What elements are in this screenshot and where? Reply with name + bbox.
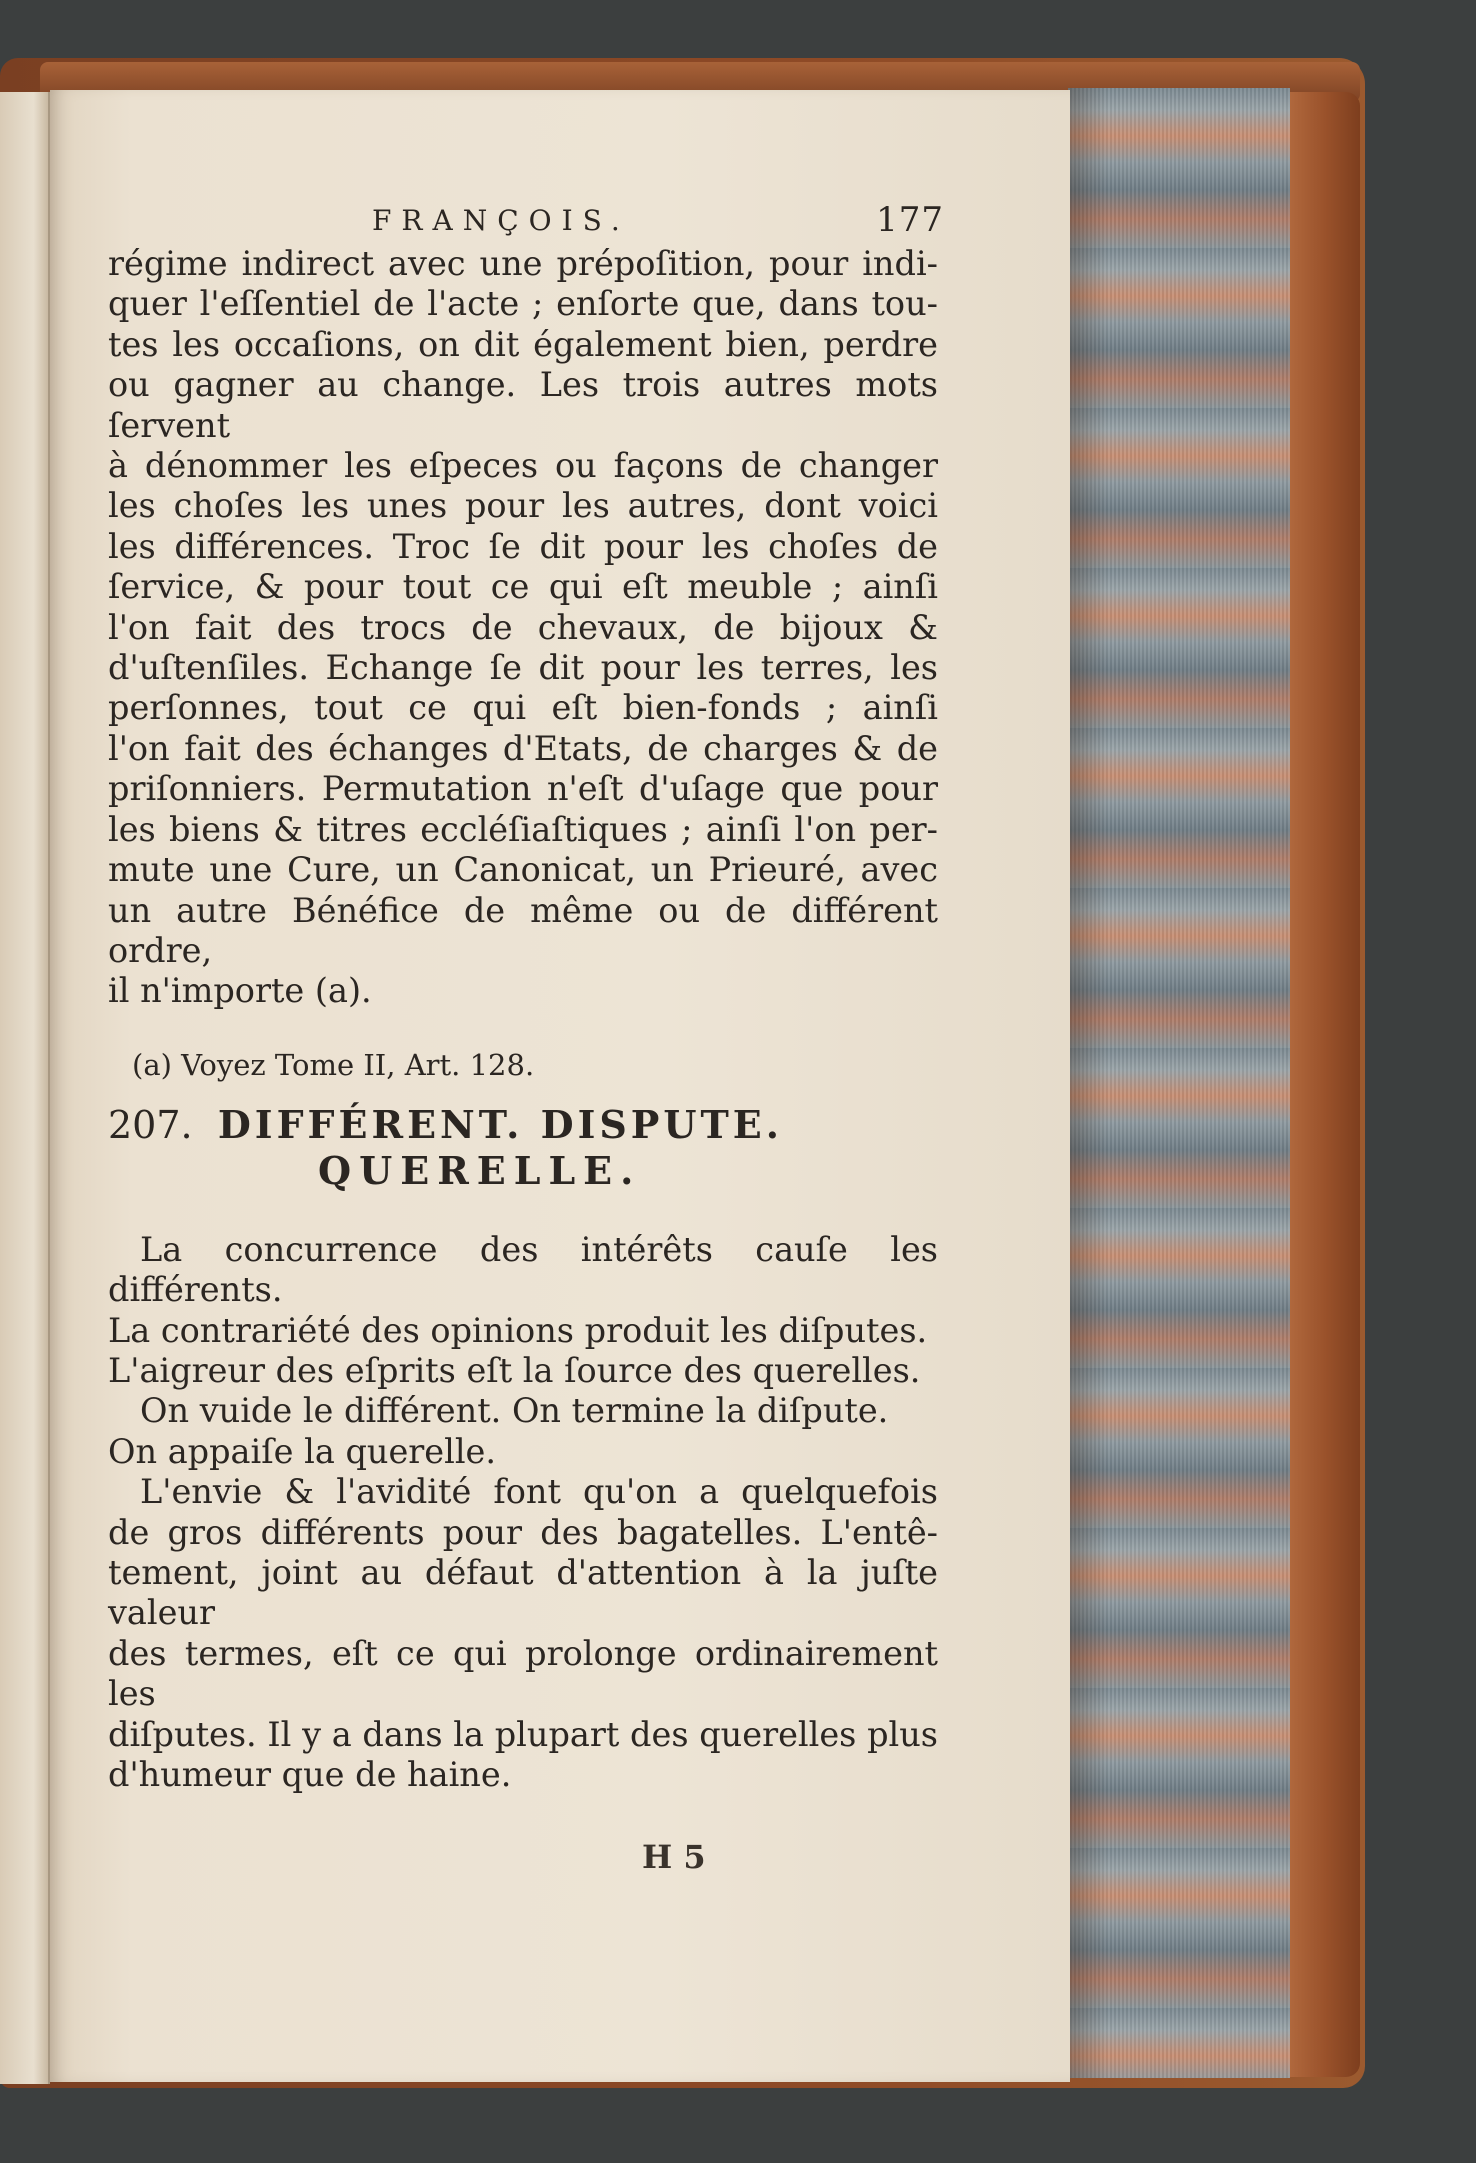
text-line: mute une Cure, un Canonicat, un Prieuré, avec xyxy=(108,850,938,890)
text-line: l'on fait des trocs de chevaux, de bijoux & xyxy=(108,607,938,647)
text-block xyxy=(108,198,944,1795)
page-number: 177 xyxy=(876,200,944,240)
text-line: priſonniers. Permutation n'eſt d'uſage que pour xyxy=(108,769,938,809)
verso-page-edge xyxy=(0,92,50,2084)
running-head xyxy=(108,198,944,244)
text-line: les différences. Troc ſe dit pour les choſes de xyxy=(108,526,938,566)
article-title-line1: DIFFÉRENT. DISPUTE. xyxy=(217,1101,783,1147)
article-number: 207. xyxy=(108,1102,193,1147)
paragraph xyxy=(108,244,938,1012)
recto-page xyxy=(50,90,1070,2082)
signature-mark: H 5 xyxy=(642,1838,706,1876)
text-line: un autre Bénéfice de même ou de différent ordre, xyxy=(108,890,938,970)
text-line: d'uſtenſiles. Echange ſe dit pour les terres, les xyxy=(108,648,938,688)
text-line: diſputes. Il y a dans la plupart des querelles plus xyxy=(108,1714,938,1754)
text-line: tement, joint au défaut d'attention à la juſte valeur xyxy=(108,1552,938,1633)
text-line: La contrariété des opinions produit les diſputes. xyxy=(108,1310,928,1350)
text-line: à dénommer les eſpeces ou façons de changer xyxy=(108,446,938,486)
text-line: de gros différents pour des bagatelles. L'entê- xyxy=(108,1512,938,1552)
text-line: d'humeur que de haine. xyxy=(108,1755,512,1794)
text-line: perſonnes, tout ce qui eſt bien-fonds ; ainſi xyxy=(108,688,938,728)
text-line: ſervice, & pour tout ce qui eſt meuble ; ainſi xyxy=(108,567,938,607)
text-line: les biens & titres eccléſiaſtiques ; ainſi l'on per- xyxy=(108,809,938,849)
text-line: il n'importe (a). xyxy=(108,971,372,1011)
footnote: (a) Voyez Tome II, Art. 128. xyxy=(132,1047,535,1082)
article-title-line2: QUERELLE. xyxy=(318,1147,642,1193)
text-line: régime indirect avec une prépoſition, pour indi- xyxy=(108,244,938,283)
text-line: tes les occaſions, on dit également bien, perdre xyxy=(108,324,938,364)
text-line: On vuide le différent. On termine la diſpute. xyxy=(140,1391,889,1431)
text-line: L'envie & l'avidité font qu'on a quelquefois xyxy=(140,1472,938,1512)
text-line: les choſes les unes pour les autres, dont voici xyxy=(108,486,938,526)
text-line: L'aigreur des eſprits eſt la ſource des querelles. xyxy=(108,1350,921,1390)
text-line: On appaiſe la querelle. xyxy=(108,1431,497,1471)
text-line: La concurrence des intérêts cauſe les différents. xyxy=(108,1229,938,1310)
article-body xyxy=(108,1230,938,1796)
running-head-title: FRANÇOIS. xyxy=(372,204,630,237)
cover-board-edge xyxy=(1290,92,1360,2077)
text-line: des termes, eſt ce qui prolonge ordinairement les xyxy=(108,1633,938,1714)
text-line: quer l'eſſentiel de l'acte ; enſorte que, dans tou- xyxy=(108,284,938,324)
article-heading xyxy=(108,1102,938,1194)
text-line: l'on fait des échanges d'Etats, de charges & de xyxy=(108,728,938,768)
text-line: ou gagner au change. Les trois autres mots ſervent xyxy=(108,365,938,445)
